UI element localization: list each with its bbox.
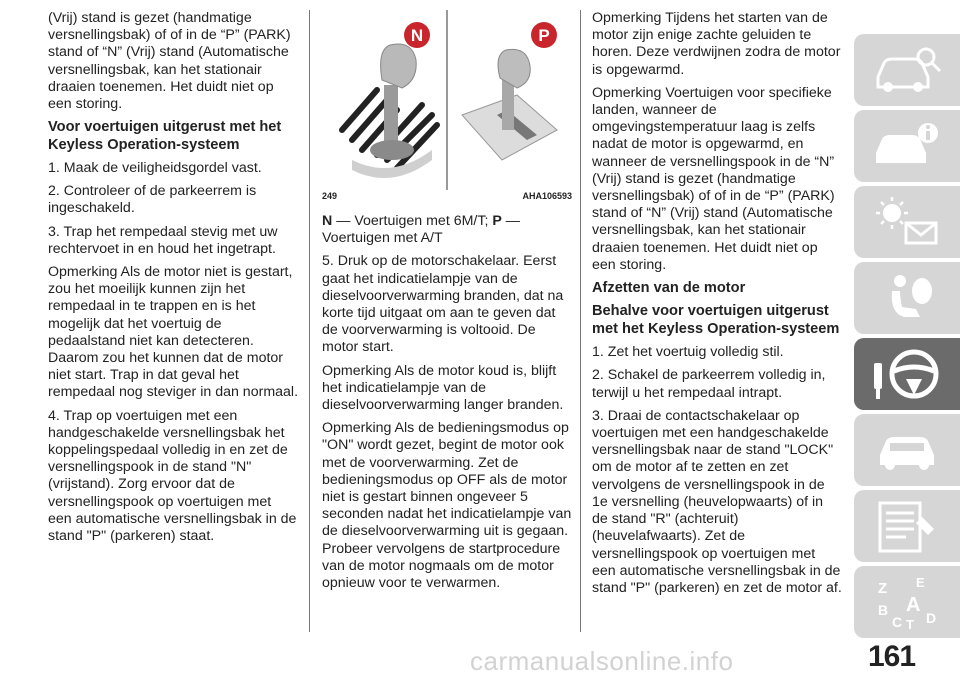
note-paragraph: Opmerking Als de bedieningsmodus op "ON" wordt gezet, begint de motor ook met de voorverwarming. Zet de bedieningsmodus op OFF als de motor niet is gestart binnen ongeveer 5 seconden nadat het indicatielampje van de dieselvoorverwarming uit is gegaan. Probeer vervolgens de startprocedure van de motor nogmaals om de motor opnieuw voor te verwarmen. (322, 420, 572, 592)
step-3: 3. Trap het rempedaal stevig met uw rechtervoet in en houd het ingetrapt. (48, 223, 278, 257)
figure-caption (322, 213, 572, 247)
key-steering-wheel-icon (870, 345, 944, 403)
tab-car-search[interactable] (854, 34, 960, 106)
badge-p-label: P (538, 26, 550, 45)
watermark: carmanualsonline.info (470, 646, 734, 676)
automatic-shifter-icon (462, 49, 557, 160)
step-3: 3. Draai de contactschakelaar op voertuigen met een handgeschakelde versnellingsbak naar de stand "LOCK" om de motor af te zetten en zet vervolgens de versnellingspook in de 1e versnelling (heuvelopwaarts) of in de stand "R" (achteruit) (heuvelafwaarts). Zet de versnellingspook op voertuigen met een automatische versnellingsbak in de stand "P" (parkeren) en zet de motor af. (592, 407, 842, 596)
column-divider (309, 10, 310, 632)
tab-car-info[interactable] (854, 110, 960, 182)
svg-text:D: D (926, 610, 937, 626)
caption-p-text: — Voertuigen met A/T (322, 213, 520, 247)
caption-n-text: — Voertuigen met 6M/T; (336, 213, 489, 229)
step-2: 2. Controleer of de parkeerrem is ingeschakeld. (48, 183, 257, 217)
tab-warning-lights[interactable] (854, 186, 960, 258)
note-paragraph: Opmerking Voertuigen voor specifieke landen, wanneer de omgevingstemperatuur laag is zelfs nadat de motor is opgewarmd, en wanneer de versnellingspook in de “N” (Vrij) stand is gezet (handmatige versnellingsbak) of of in de “P” (PARK) stand of “N” (Vrij) stand (Automatische versnellingsbak, kan het stationair draaien toenemen. Het duidt niet op een storing. (592, 84, 835, 273)
note-paragraph: Opmerking Als de motor niet is gestart, zou het moeilijk kunnen zijn het rempedaal in te trappen en is het mogelijk dat het voertuig de pedaalstand niet kan detecteren. Daarom zou het kunnen dat de motor niet start. Trap in dat geval het rempedaal nog steviger in dan normaal. (48, 264, 299, 401)
svg-text:Z: Z (878, 580, 888, 597)
alphabet-index-icon (870, 573, 944, 631)
svg-text:T: T (906, 617, 914, 631)
car-magnifier-icon (870, 41, 944, 99)
note-paragraph: Opmerking Als de motor koud is, blijft het indicatielampje van de dieselvoorverwarming langer branden. (322, 362, 564, 414)
tab-index[interactable] (854, 566, 960, 638)
section-heading: Voor voertuigen uitgerust met het Keyless Operation-systeem (48, 119, 282, 153)
figure-number: 249 (322, 190, 338, 201)
badge-n-label: N (410, 26, 424, 45)
step-2: 2. Schakel de parkeerrem volledig in, terwijl u het rempedaal intrapt. (592, 367, 826, 401)
svg-text:B: B (878, 602, 889, 618)
caption-n-key: N (322, 213, 333, 229)
svg-text:A: A (906, 594, 921, 616)
tab-safety[interactable] (854, 262, 960, 334)
step-1: 1. Zet het voertuig volledig stil. (592, 344, 784, 361)
car-breakdown-icon (870, 421, 944, 479)
section-heading: Afzetten van de motor (592, 280, 746, 297)
warning-lights-icon (870, 193, 944, 251)
page-number: 161 (868, 640, 916, 673)
figure-code: AHA106593 (522, 190, 572, 201)
car-service-list-icon (870, 497, 944, 555)
text-column-left (48, 10, 298, 551)
column-divider (580, 10, 581, 632)
step-5: 5. Druk op de motorschakelaar. Eerst gaat het indicatielampje van de dieselvoorverwarming branden, dat na korte tijd uitgaat om aan te geven dat de voorverwarming is voltooid. De motor start. (322, 253, 564, 356)
chapter-sidebar (854, 34, 960, 642)
step-4: 4. Trap op voertuigen met een handgeschakelde versnellingsbak het koppelingspedaal volledig in en zet de versnellingspook in de stand "N" (vrijstand). Zorg ervoor dat de versnellingspook op voertuigen met een automatische versnellingsbak in de stand "P" (parkeren) staat. (48, 407, 297, 545)
step-1: 1. Maak de veiligheidsgordel vast. (48, 160, 262, 177)
caption-p-key: P (492, 213, 502, 229)
svg-text:E: E (916, 575, 925, 590)
tab-maintenance[interactable] (854, 490, 960, 562)
airbag-seat-icon (870, 269, 944, 327)
text-column-middle (322, 10, 572, 598)
car-info-icon (870, 117, 944, 175)
tab-starting-driving[interactable] (854, 338, 960, 410)
gear-lever-illustration (322, 10, 572, 190)
section-subheading: Behalve voor voertuigen uitgerust met het Keyless Operation-systeem (592, 303, 840, 337)
figure-gear-levers (322, 10, 572, 205)
svg-text:C: C (892, 614, 903, 630)
tab-emergency[interactable] (854, 414, 960, 486)
paragraph: (Vrij) stand is gezet (handmatige versnellingsbak) of of in de “P” (PARK) stand of “N” (Vrij) stand (Automatische versnellingsbak, kan het stationair draaien toenemen. Het duidt niet op een storing. (48, 10, 291, 113)
text-column-right (592, 10, 842, 603)
manual-shifter-icon (342, 44, 437, 178)
note-paragraph: Opmerking Tijdens het starten van de motor zijn enige zachte geluiden te horen. Deze verdwijnen zodra de motor is opgewarmd. (592, 10, 841, 78)
